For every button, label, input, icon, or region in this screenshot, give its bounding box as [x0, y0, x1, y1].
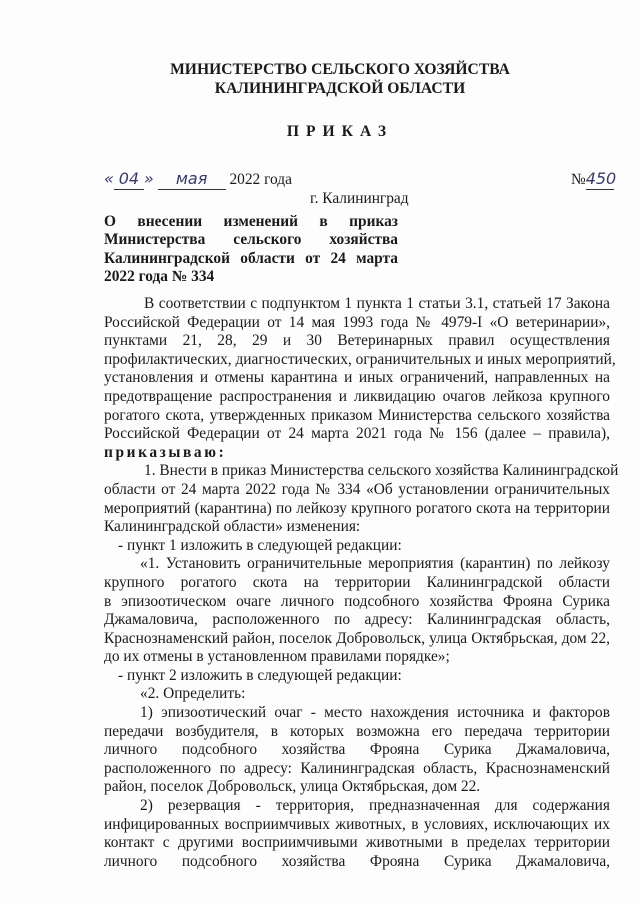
body-line: 1. Внести в приказ Министерства сельского хозяйства Калининградской	[144, 462, 619, 480]
body-line: установления и отмены карантина и иных ограничений, направленных на	[104, 369, 610, 387]
subject-line: О внесении изменений в приказ	[104, 213, 398, 230]
number-prefix: №	[571, 171, 586, 188]
ministry-name-line1: МИНИСТЕРСТВО СЕЛЬСКОГО ХОЗЯЙСТВА	[170, 61, 510, 78]
subject-line: Министерства сельского хозяйства	[104, 231, 398, 249]
date-open-quote: «	[104, 169, 114, 188]
city-name: г. Калининград	[310, 190, 409, 207]
date-year: 2022 года	[229, 171, 292, 188]
order-body	[104, 295, 619, 871]
body-line: предотвращение распространения и ликвидацию очагов лейкоза крупного	[104, 387, 610, 405]
body-line: контакт с другими восприимчивыми животными в пределах территории	[104, 834, 610, 852]
body-line: 2) резервация - территория, предназначенная для содержания	[140, 797, 610, 815]
body-line: Российской Федерации от 14 мая 1993 года № 4979-I «О ветеринарии»,	[104, 313, 610, 331]
order-number	[571, 169, 617, 190]
body-line: рогатого скота, утвержденных приказом Министерства сельского хозяйства	[104, 406, 610, 424]
body-line: области от 24 марта 2022 года № 334 «Об установлении ограничительных	[104, 480, 610, 498]
body-line: мероприятий (карантина) по лейкозу крупного рогатого скота на территории	[104, 499, 610, 517]
order-subject	[104, 213, 398, 287]
body-line: - пункт 2 изложить в следующей редакции:	[118, 666, 402, 684]
body-line: Джамаловича, расположенного по адресу: Калининградская область,	[104, 611, 610, 629]
body-line: «1. Установить ограничительные мероприятия (карантин) по лейкозу	[140, 555, 610, 573]
body-line: Калининградской области» изменения:	[104, 518, 361, 536]
order-date	[104, 170, 292, 190]
body-line: В соответствии с подпунктом 1 пункта 1 статьи 3.1, статьей 17 Закона	[144, 295, 610, 312]
document-type-title: ПРИКАЗ	[286, 123, 394, 140]
ministry-header	[150, 60, 530, 98]
date-close-quote: »	[143, 169, 154, 188]
subject-line: Калининградской области от 24 марта	[104, 249, 398, 267]
body-line: крупного рогатого скота на территории Калининградской области	[104, 573, 610, 591]
body-line: пунктами 21, 28, 29 и 30 Ветеринарных правил осуществления	[104, 332, 610, 350]
number-handwritten: 450	[585, 169, 617, 188]
body-line: «2. Определить:	[140, 685, 246, 703]
date-month-handwritten: мая	[158, 170, 226, 190]
body-line: район, поселок Добровольск, улица Октябрьская, дом 22.	[104, 778, 481, 796]
body-line: расположенного по адресу: Калининградская область, Краснознаменский	[104, 759, 610, 777]
body-line: до их отмены в установленном правилами порядке»;	[104, 648, 450, 666]
body-line: инфицированных восприимчивых животных, в условиях, исключающих их	[104, 815, 610, 833]
body-line: профилактических, диагностических, ограничительных и иных мероприятий,	[104, 350, 616, 368]
body-line: личного подсобного хозяйства Фрояна Сурика Джамаловича,	[104, 852, 610, 870]
body-line: Российской Федерации от 24 марта 2021 года № 156 (далее – правила),	[104, 425, 610, 443]
subject-line: 2022 года № 334	[104, 268, 215, 286]
body-line: личного подсобного хозяйства Фрояна Сурика Джамаловича,	[104, 741, 610, 759]
body-line: Краснознаменский район, поселок Добровольск, улица Октябрьская, дом 22,	[104, 629, 610, 647]
prikazyvayu-word: приказываю:	[104, 443, 227, 461]
ministry-name-line2: КАЛИНИНГРАДСКОЙ ОБЛАСТИ	[214, 80, 466, 97]
body-line: в эпизоотическом очаге личного подсобного хозяйства Фрояна Сурика	[104, 592, 610, 610]
body-line: 1) эпизоотический очаг - место нахождения источника и факторов	[140, 704, 610, 722]
body-line: - пункт 1 изложить в следующей редакции:	[118, 536, 402, 554]
date-day-handwritten: 04	[114, 170, 144, 190]
body-line: передачи возбудителя, в которых возможна его передача территории	[104, 722, 610, 740]
